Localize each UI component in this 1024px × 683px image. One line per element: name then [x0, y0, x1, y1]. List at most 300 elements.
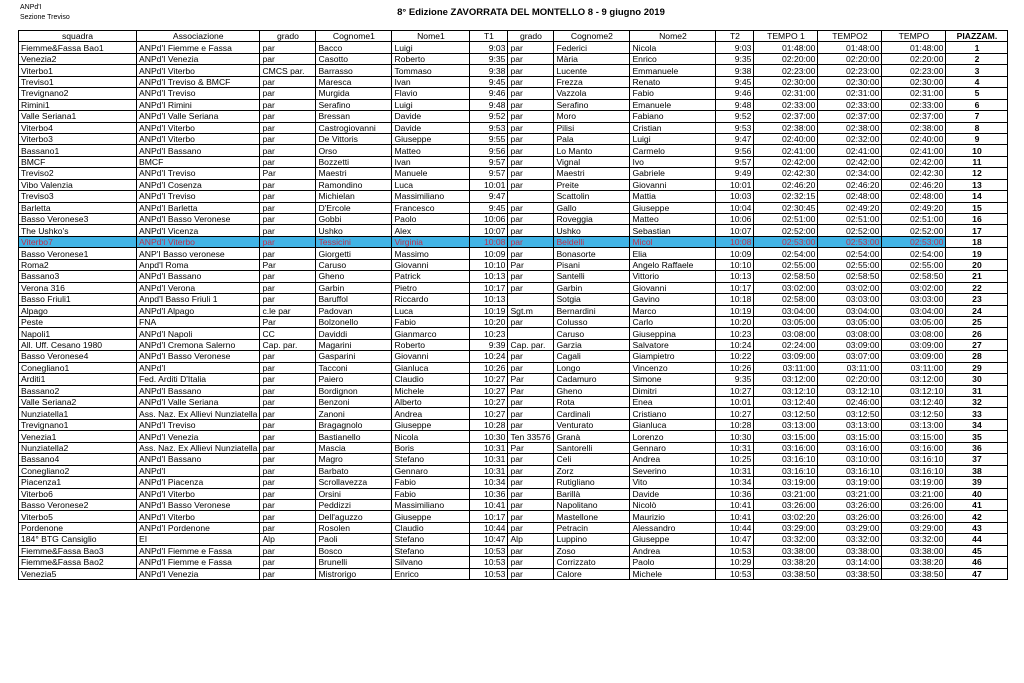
cell-piazzamento: 47 — [946, 568, 1008, 579]
col-header-nome2: Nome2 — [630, 31, 716, 42]
cell-grado2: par — [508, 248, 554, 259]
cell-tempo2: 03:16:00 — [818, 442, 882, 453]
cell-nome1: Davide — [392, 122, 470, 133]
cell-tempo: 03:12:50 — [882, 408, 946, 419]
cell-nome2: Sebastian — [630, 225, 716, 236]
cell-piazzamento: 35 — [946, 431, 1008, 442]
cell-t1: 10:26 — [470, 362, 508, 373]
cell-nome2: Andrea — [630, 545, 716, 556]
cell-t2: 10:17 — [716, 282, 754, 293]
cell-cognome1: Barrasso — [316, 65, 392, 76]
cell-tempo1: 03:29:00 — [754, 522, 818, 533]
cell-t1: 9:46 — [470, 88, 508, 99]
cell-piazzamento: 4 — [946, 76, 1008, 87]
cell-piazzamento: 37 — [946, 454, 1008, 465]
cell-nome1: Alberto — [392, 397, 470, 408]
cell-tempo1: 02:30:45 — [754, 202, 818, 213]
cell-t1: 10:31 — [470, 465, 508, 476]
cell-t2: 9:03 — [716, 42, 754, 53]
cell-cognome1: Peddizzi — [316, 499, 392, 510]
cell-tempo2: 02:31:00 — [818, 88, 882, 99]
cell-associazione: ANPd'I Basso Veronese — [137, 214, 260, 225]
cell-nome1: Claudio — [392, 374, 470, 385]
cell-tempo2: 02:54:00 — [818, 248, 882, 259]
cell-cognome1: Dell'aguzzo — [316, 511, 392, 522]
table-row — [19, 339, 1008, 350]
cell-nome1: Luca — [392, 179, 470, 190]
cell-grado2: par — [508, 122, 554, 133]
cell-t2: 10:20 — [716, 316, 754, 327]
cell-associazione: ANPd'I Bassano — [137, 271, 260, 282]
table-row — [19, 294, 1008, 305]
cell-squadra: Rimini1 — [19, 99, 137, 110]
cell-tempo2: 01:48:00 — [818, 42, 882, 53]
cell-grado2: par — [508, 42, 554, 53]
cell-associazione: ANPd'I Bassano — [137, 454, 260, 465]
cell-grado1: Par — [260, 168, 316, 179]
org-name: ANPd'I — [20, 4, 42, 11]
cell-t1: 10:31 — [470, 454, 508, 465]
col-header-t1: T1 — [470, 31, 508, 42]
cell-tempo2: 02:51:00 — [818, 214, 882, 225]
cell-cognome2: Vignal — [554, 156, 630, 167]
cell-grado1: Par — [260, 316, 316, 327]
cell-associazione: ANPd'I Basso Veronese — [137, 499, 260, 510]
cell-t2: 10:41 — [716, 499, 754, 510]
cell-piazzamento: 2 — [946, 53, 1008, 64]
cell-piazzamento: 30 — [946, 374, 1008, 385]
cell-squadra: Treviso3 — [19, 191, 137, 202]
cell-nome2: Michele — [630, 568, 716, 579]
cell-grado1: par — [260, 477, 316, 488]
cell-squadra: All. Uff. Cesano 1980 — [19, 339, 137, 350]
cell-grado2: Ten 33576 — [508, 431, 554, 442]
table-row — [19, 316, 1008, 327]
col-header-cognome1: Cognome1 — [316, 31, 392, 42]
col-header-t2: T2 — [716, 31, 754, 42]
cell-cognome1: Maresca — [316, 76, 392, 87]
cell-grado1: par — [260, 362, 316, 373]
cell-tempo: 02:52:00 — [882, 225, 946, 236]
cell-squadra: Venezia5 — [19, 568, 137, 579]
cell-t2: 10:53 — [716, 568, 754, 579]
cell-cognome1: Brunelli — [316, 557, 392, 568]
cell-tempo2: 02:34:00 — [818, 168, 882, 179]
cell-cognome2: Cagali — [554, 351, 630, 362]
cell-cognome1: Paiero — [316, 374, 392, 385]
cell-tempo1: 03:32:00 — [754, 534, 818, 545]
cell-tempo2: 02:55:00 — [818, 259, 882, 270]
cell-tempo: 02:41:00 — [882, 145, 946, 156]
cell-cognome1: Ushko — [316, 225, 392, 236]
cell-t1: 10:53 — [470, 557, 508, 568]
cell-grado2: par — [508, 99, 554, 110]
cell-nome1: Fabio — [392, 316, 470, 327]
cell-tempo1: 02:51:00 — [754, 214, 818, 225]
cell-nome2: Giovanni — [630, 179, 716, 190]
cell-t2: 9:45 — [716, 76, 754, 87]
cell-nome1: Patrick — [392, 271, 470, 282]
cell-nome2: Mattia — [630, 191, 716, 202]
cell-tempo1: 03:12:10 — [754, 385, 818, 396]
cell-squadra: Fiemme&Fassa Bao3 — [19, 545, 137, 556]
cell-cognome2: Ushko — [554, 225, 630, 236]
cell-piazzamento: 26 — [946, 328, 1008, 339]
cell-nome1: Riccardo — [392, 294, 470, 305]
cell-tempo: 03:21:00 — [882, 488, 946, 499]
cell-tempo2: 03:16:10 — [818, 465, 882, 476]
cell-tempo2: 02:52:00 — [818, 225, 882, 236]
col-header-grado1: grado — [260, 31, 316, 42]
cell-tempo2: 02:46:20 — [818, 179, 882, 190]
cell-nome2: Gavino — [630, 294, 716, 305]
cell-grado2: par — [508, 351, 554, 362]
cell-associazione: ANPd'I Treviso & BMCF — [137, 76, 260, 87]
cell-piazzamento: 23 — [946, 294, 1008, 305]
cell-nome2: Severino — [630, 465, 716, 476]
cell-tempo: 03:12:10 — [882, 385, 946, 396]
cell-squadra: 184° BTG Cansiglio — [19, 534, 137, 545]
cell-grado1: Cap. par. — [260, 339, 316, 350]
cell-cognome1: Benzoni — [316, 397, 392, 408]
cell-piazzamento: 27 — [946, 339, 1008, 350]
cell-nome2: Renato — [630, 76, 716, 87]
cell-tempo: 03:08:00 — [882, 328, 946, 339]
cell-squadra: Viterbo5 — [19, 511, 137, 522]
cell-grado2: par — [508, 408, 554, 419]
cell-grado1: CMCS par. — [260, 65, 316, 76]
cell-t2: 10:31 — [716, 442, 754, 453]
cell-cognome2: Bernardini — [554, 305, 630, 316]
cell-cognome1: De Vittoris — [316, 133, 392, 144]
cell-squadra: Arditi1 — [19, 374, 137, 385]
cell-tempo2: 03:13:00 — [818, 419, 882, 430]
cell-tempo2: 02:32:00 — [818, 133, 882, 144]
cell-cognome2: Luppino — [554, 534, 630, 545]
cell-nome2: Paolo — [630, 557, 716, 568]
cell-cognome1: Magarini — [316, 339, 392, 350]
cell-t2: 10:27 — [716, 385, 754, 396]
cell-associazione: ANPd'I Viterbo — [137, 236, 260, 247]
table-row — [19, 248, 1008, 259]
cell-t1: 10:27 — [470, 385, 508, 396]
cell-cognome1: Garbin — [316, 282, 392, 293]
table-row — [19, 236, 1008, 247]
cell-squadra: Verona 316 — [19, 282, 137, 293]
cell-t1: 10:07 — [470, 225, 508, 236]
cell-cognome2: Gheno — [554, 385, 630, 396]
cell-nome2: Fabiano — [630, 111, 716, 122]
cell-cognome1: Bastianello — [316, 431, 392, 442]
cell-piazzamento: 33 — [946, 408, 1008, 419]
cell-t2: 9:46 — [716, 88, 754, 99]
cell-cognome2: Longo — [554, 362, 630, 373]
cell-t1: 9:03 — [470, 42, 508, 53]
cell-piazzamento: 46 — [946, 557, 1008, 568]
cell-grado1: par — [260, 442, 316, 453]
cell-squadra: Conegliano1 — [19, 362, 137, 373]
cell-tempo2: 03:12:10 — [818, 385, 882, 396]
cell-t1: 9:56 — [470, 145, 508, 156]
cell-nome2: Carmelo — [630, 145, 716, 156]
cell-associazione: ANPd'I Bassano — [137, 145, 260, 156]
cell-tempo2: 02:58:50 — [818, 271, 882, 282]
cell-cognome1: Serafino — [316, 99, 392, 110]
cell-tempo: 03:13:00 — [882, 419, 946, 430]
cell-nome1: Stefano — [392, 454, 470, 465]
cell-tempo2: 03:26:00 — [818, 511, 882, 522]
cell-associazione: Anpd'I Basso Friuli 1 — [137, 294, 260, 305]
table-row — [19, 42, 1008, 53]
cell-grado2: par — [508, 236, 554, 247]
cell-cognome1: Bolzonello — [316, 316, 392, 327]
cell-tempo: 02:23:00 — [882, 65, 946, 76]
cell-cognome1: Orsini — [316, 488, 392, 499]
cell-grado2 — [508, 294, 554, 305]
results-table — [18, 30, 1008, 580]
cell-t1: 10:28 — [470, 419, 508, 430]
cell-squadra: Basso Veronese4 — [19, 351, 137, 362]
cell-cognome2: Roveggia — [554, 214, 630, 225]
cell-t2: 10:47 — [716, 534, 754, 545]
cell-tempo1: 03:38:00 — [754, 545, 818, 556]
cell-nome1: Gianmarco — [392, 328, 470, 339]
cell-tempo: 03:38:00 — [882, 545, 946, 556]
cell-cognome1: Bordignon — [316, 385, 392, 396]
cell-grado2: Par — [508, 374, 554, 385]
cell-grado2: par — [508, 488, 554, 499]
cell-piazzamento: 29 — [946, 362, 1008, 373]
cell-squadra: Basso Friuli1 — [19, 294, 137, 305]
cell-piazzamento: 10 — [946, 145, 1008, 156]
cell-tempo1: 02:23:00 — [754, 65, 818, 76]
table-row — [19, 397, 1008, 408]
cell-cognome1: Ramondino — [316, 179, 392, 190]
cell-grado1: par — [260, 271, 316, 282]
cell-nome2: Micol — [630, 236, 716, 247]
cell-grado1: Par — [260, 259, 316, 270]
cell-cognome2: Corrizzato — [554, 557, 630, 568]
cell-tempo2: 02:41:00 — [818, 145, 882, 156]
cell-tempo1: 03:12:00 — [754, 374, 818, 385]
cell-grado1: CC — [260, 328, 316, 339]
cell-piazzamento: 25 — [946, 316, 1008, 327]
cell-grado1: par — [260, 156, 316, 167]
cell-t1: 9:38 — [470, 65, 508, 76]
table-row — [19, 488, 1008, 499]
cell-nome1: Virginia — [392, 236, 470, 247]
cell-tempo1: 03:12:50 — [754, 408, 818, 419]
cell-grado2: par — [508, 465, 554, 476]
cell-t1: 10:31 — [470, 442, 508, 453]
cell-tempo1: 03:16:10 — [754, 454, 818, 465]
cell-nome2: Vittorio — [630, 271, 716, 282]
cell-tempo: 02:38:00 — [882, 122, 946, 133]
cell-t2: 10:18 — [716, 294, 754, 305]
cell-grado2: par — [508, 53, 554, 64]
cell-tempo1: 02:33:00 — [754, 99, 818, 110]
cell-tempo1: 02:46:20 — [754, 179, 818, 190]
cell-cognome1: Magro — [316, 454, 392, 465]
cell-nome2: Giampietro — [630, 351, 716, 362]
cell-cognome1: Rosolen — [316, 522, 392, 533]
cell-tempo2: 02:42:00 — [818, 156, 882, 167]
cell-tempo1: 02:52:00 — [754, 225, 818, 236]
table-row — [19, 122, 1008, 133]
cell-squadra: Treviso1 — [19, 76, 137, 87]
cell-grado1: par — [260, 248, 316, 259]
cell-nome2: Simone — [630, 374, 716, 385]
cell-nome1: Andrea — [392, 408, 470, 419]
cell-tempo2: 02:53:00 — [818, 236, 882, 247]
cell-grado1: par — [260, 408, 316, 419]
cell-nome1: Ivan — [392, 156, 470, 167]
cell-t1: 10:13 — [470, 294, 508, 305]
table-row — [19, 202, 1008, 213]
cell-t2: 9:35 — [716, 53, 754, 64]
cell-t1: 10:36 — [470, 488, 508, 499]
cell-nome2: Vito — [630, 477, 716, 488]
cell-tempo1: 03:16:10 — [754, 465, 818, 476]
table-row — [19, 145, 1008, 156]
table-row — [19, 545, 1008, 556]
cell-t2: 10:27 — [716, 408, 754, 419]
cell-nome2: Lorenzo — [630, 431, 716, 442]
cell-nome1: Luca — [392, 305, 470, 316]
cell-cognome2: Mastellone — [554, 511, 630, 522]
cell-t2: 9:57 — [716, 156, 754, 167]
cell-grado1: par — [260, 111, 316, 122]
cell-associazione: ANPd'I Alpago — [137, 305, 260, 316]
cell-tempo: 03:04:00 — [882, 305, 946, 316]
cell-cognome1: Scrollavezza — [316, 477, 392, 488]
cell-cognome2: Maestri — [554, 168, 630, 179]
table-row — [19, 191, 1008, 202]
table-row — [19, 76, 1008, 87]
cell-t2: 10:09 — [716, 248, 754, 259]
cell-t1: 9:48 — [470, 99, 508, 110]
cell-nome2: Giuseppina — [630, 328, 716, 339]
cell-nome1: Manuele — [392, 168, 470, 179]
cell-nome2: Vincenzo — [630, 362, 716, 373]
cell-associazione: ANPd'I Viterbo — [137, 488, 260, 499]
cell-cognome2: Venturato — [554, 419, 630, 430]
cell-cognome1: Tessicini — [316, 236, 392, 247]
cell-tempo2: 03:03:00 — [818, 294, 882, 305]
col-header-grado2: grado — [508, 31, 554, 42]
cell-grado1: par — [260, 499, 316, 510]
cell-squadra: Trevignano2 — [19, 88, 137, 99]
cell-grado2: par — [508, 397, 554, 408]
table-row — [19, 328, 1008, 339]
cell-grado2: Cap. par. — [508, 339, 554, 350]
cell-t1: 10:17 — [470, 511, 508, 522]
col-header-tempo1: TEMPO 1 — [754, 31, 818, 42]
cell-grado1: par — [260, 294, 316, 305]
cell-nome1: Luigi — [392, 42, 470, 53]
cell-cognome2: Moro — [554, 111, 630, 122]
cell-t1: 10:24 — [470, 351, 508, 362]
cell-cognome1: Gheno — [316, 271, 392, 282]
cell-nome1: Silvano — [392, 557, 470, 568]
table-row — [19, 305, 1008, 316]
cell-tempo2: 02:38:00 — [818, 122, 882, 133]
cell-nome1: Flavio — [392, 88, 470, 99]
cell-tempo1: 02:55:00 — [754, 259, 818, 270]
table-row — [19, 568, 1008, 579]
cell-cognome2: Lo Manto — [554, 145, 630, 156]
cell-associazione: ANPd'I Rimini — [137, 99, 260, 110]
table-row — [19, 522, 1008, 533]
cell-t2: 10:01 — [716, 179, 754, 190]
cell-grado2: par — [508, 202, 554, 213]
cell-cognome1: Castrogiovanni — [316, 122, 392, 133]
cell-cognome2: Zoso — [554, 545, 630, 556]
table-row — [19, 259, 1008, 270]
cell-grado2: par — [508, 316, 554, 327]
cell-tempo: 03:09:00 — [882, 339, 946, 350]
cell-tempo: 03:38:50 — [882, 568, 946, 579]
cell-grado1: par — [260, 236, 316, 247]
cell-t2: 10:08 — [716, 236, 754, 247]
cell-t2: 10:10 — [716, 259, 754, 270]
cell-tempo1: 02:58:50 — [754, 271, 818, 282]
table-row — [19, 179, 1008, 190]
cell-t1: 10:47 — [470, 534, 508, 545]
cell-associazione: ANPd'I Venezia — [137, 53, 260, 64]
col-header-squadra: squadra — [19, 31, 137, 42]
cell-grado2: par — [508, 145, 554, 156]
cell-nome1: Enrico — [392, 568, 470, 579]
cell-squadra: Alpago — [19, 305, 137, 316]
cell-grado2: par — [508, 568, 554, 579]
cell-grado2: Par — [508, 442, 554, 453]
cell-t2: 9:47 — [716, 133, 754, 144]
cell-nome1: Boris — [392, 442, 470, 453]
cell-cognome2: Vazzola — [554, 88, 630, 99]
cell-nome2: Giovanni — [630, 282, 716, 293]
cell-cognome2: Mària — [554, 53, 630, 64]
cell-tempo2: 03:15:00 — [818, 431, 882, 442]
table-row — [19, 557, 1008, 568]
cell-grado1: par — [260, 53, 316, 64]
cell-piazzamento: 3 — [946, 65, 1008, 76]
cell-t1: 9:53 — [470, 122, 508, 133]
cell-associazione: ANPd'I Venezia — [137, 431, 260, 442]
cell-cognome1: Bosco — [316, 545, 392, 556]
table-row — [19, 431, 1008, 442]
cell-squadra: Bassano1 — [19, 145, 137, 156]
table-row — [19, 156, 1008, 167]
cell-tempo1: 02:30:00 — [754, 76, 818, 87]
cell-nome2: Gennaro — [630, 442, 716, 453]
cell-nome2: Gabriele — [630, 168, 716, 179]
cell-cognome1: Mistrorigo — [316, 568, 392, 579]
cell-squadra: Basso Veronese3 — [19, 214, 137, 225]
cell-piazzamento: 36 — [946, 442, 1008, 453]
cell-piazzamento: 14 — [946, 191, 1008, 202]
cell-piazzamento: 44 — [946, 534, 1008, 545]
cell-associazione: ANPd'I Viterbo — [137, 65, 260, 76]
cell-nome1: Gennaro — [392, 465, 470, 476]
cell-nome2: Marco — [630, 305, 716, 316]
table-row — [19, 362, 1008, 373]
cell-tempo2: 02:30:00 — [818, 76, 882, 87]
cell-associazione: ANPd'I Viterbo — [137, 122, 260, 133]
cell-t1: 10:08 — [470, 236, 508, 247]
cell-tempo2: 03:05:00 — [818, 316, 882, 327]
cell-nome2: Fabio — [630, 88, 716, 99]
